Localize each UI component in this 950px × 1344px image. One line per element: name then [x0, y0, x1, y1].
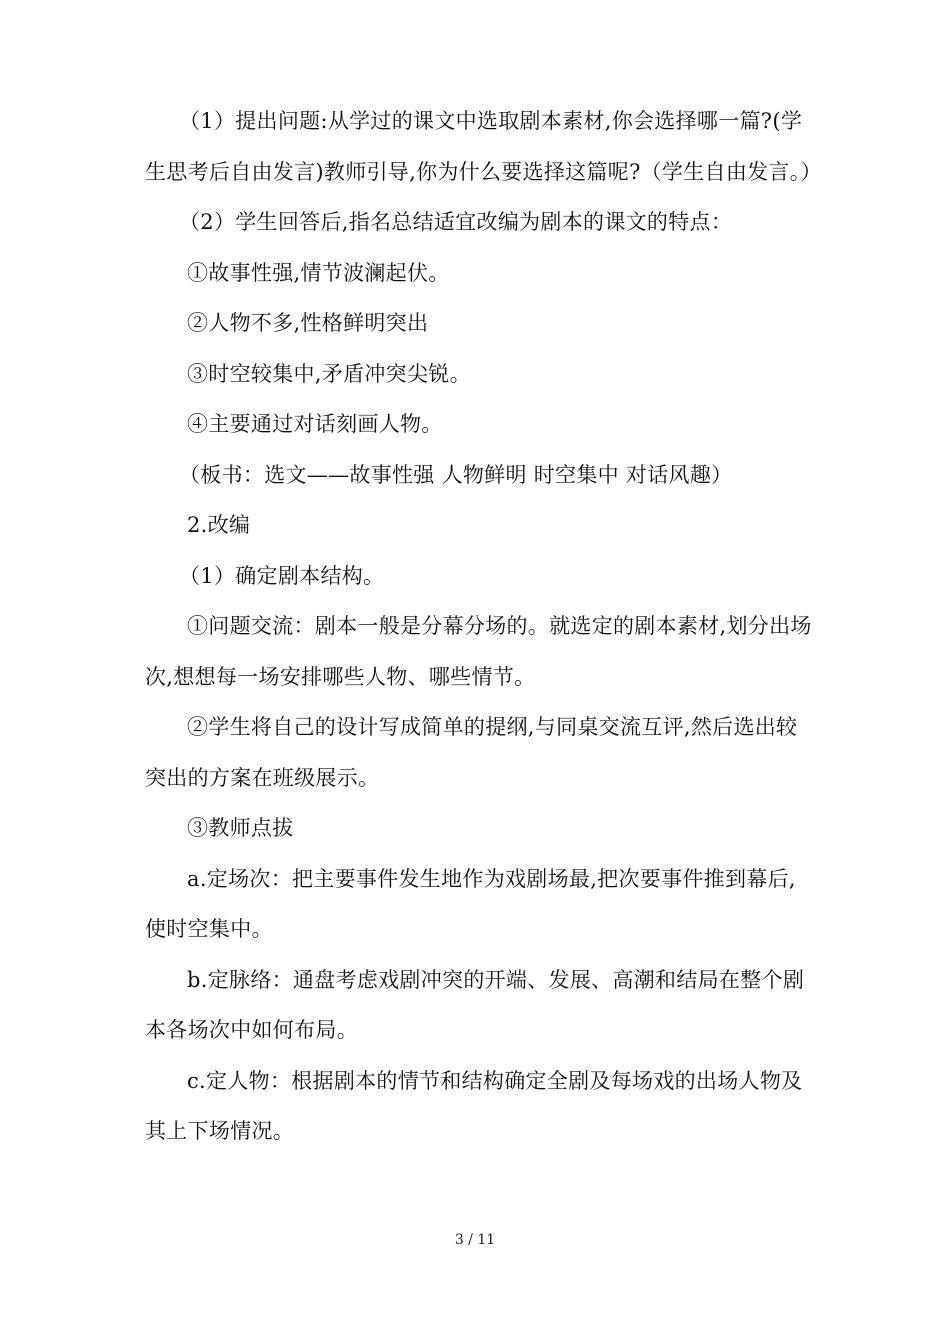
paragraph-point-4: ④主要通过对话刻画人物。: [187, 412, 443, 436]
paragraph-step-3: ③教师点拔: [187, 816, 294, 840]
page-number: 3 / 11: [454, 1232, 496, 1248]
paragraph-structure: （1）确定剧本结构。: [179, 563, 385, 588]
paragraph-board-note: （板书：选文——故事性强 人物鲜明 时空集中 对话风趣）: [179, 462, 733, 487]
paragraph-point-1: ①故事性强,情节波澜起伏。: [187, 260, 450, 285]
paragraph-item-b: b.定脉络：通盘考虑戏剧冲突的开端、发展、高潮和结局在整个剧本各场次中如何布局。: [145, 967, 805, 1042]
paragraph-point-2: ②人物不多,性格鲜明突出: [187, 311, 429, 335]
document-body: [145, 96, 822, 1157]
paragraph-question: （1）提出问题:从学过的课文中选取剧本素材,你会选择哪一篇?(学生思考后自由发言)教师引导,你为什么要选择这篇呢?（学生自由发言。）: [145, 109, 822, 184]
paragraph-step-2: ②学生将自己的设计写成简单的提纲,与同桌交流互评,然后选出较突出的方案在班级展示。: [145, 715, 798, 790]
paragraph-item-c: c.定人物：根据剧本的情节和结构确定全剧及每场戏的出场人物及其上下场情况。: [145, 1068, 803, 1143]
paragraph-step-1: ①问题交流：剧本一般是分幕分场的。就选定的剧本素材,划分出场次,想想每一场安排哪些人物、哪些情节。: [145, 614, 812, 689]
paragraph-point-3: ③时空较集中,矛盾冲突尖锐。: [187, 361, 471, 386]
paragraph-summary: （2）学生回答后,指名总结适宜改编为剧本的课文的特点：: [179, 210, 733, 234]
paragraph-section-heading: 2.改编: [187, 513, 251, 537]
paragraph-item-a: a.定场次：把主要事件发生地作为戏剧场最,把次要事件推到幕后,使时空集中。: [145, 866, 796, 941]
